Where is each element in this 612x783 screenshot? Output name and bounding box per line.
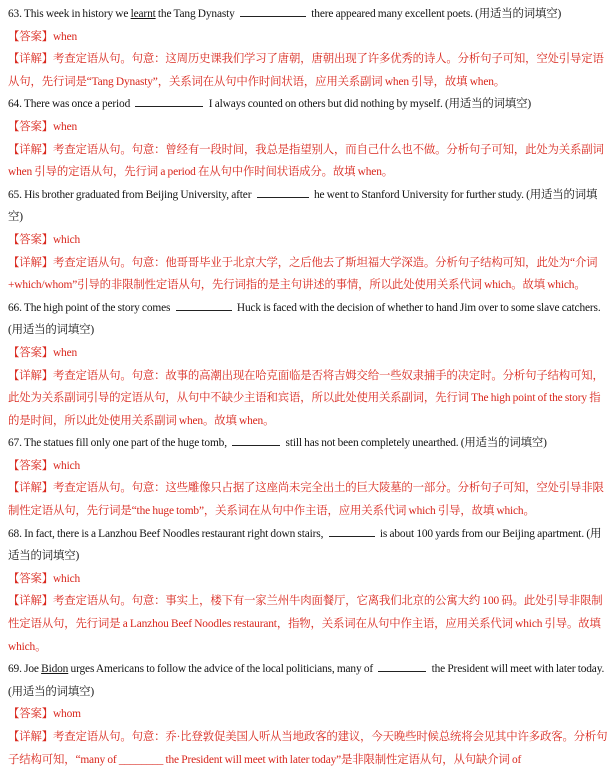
explanation-text: 考查定语从句。句意：他哥哥毕业于北京大学，之后他去了斯坦福大学深造。分析句子结构可知，此处为“介词+which/whom”引导的非限制性定语从句，先行词指的是主句讲述的事情，所以此处使用关系代词 which。故填 which。 (8, 256, 598, 292)
answer-67 (8, 455, 608, 478)
question-text: still has not been completely unearthed. (用适当的词填空) (283, 437, 547, 450)
answer-63 (8, 26, 608, 49)
answer-65 (8, 229, 608, 252)
answer-64 (8, 116, 608, 139)
question-text: 63. This week in history we (8, 8, 131, 20)
answer-tag: 【答案】 (8, 708, 53, 721)
underlined-word: Bidon (41, 663, 69, 676)
question-64 (8, 93, 608, 116)
answer-text: when (52, 346, 78, 359)
explanation-68 (8, 590, 608, 658)
explanation-66 (8, 365, 608, 433)
question-text: the Tang Dynasty (155, 8, 237, 20)
question-63 (8, 3, 608, 26)
answer-blank (378, 659, 426, 672)
explanation-tag: 【详解】 (8, 143, 53, 156)
question-text: he went to Stanford University for further study. (用适当的词填空) (8, 188, 598, 224)
answer-68 (8, 568, 608, 591)
explanation-tag: 【详解】 (8, 595, 53, 608)
question-text: urges Americans to follow the advice of the local politicians, many of (68, 663, 376, 676)
answer-blank (176, 298, 232, 311)
question-text: the President will meet with later today. (用适当的词填空) (8, 663, 605, 698)
question-text: 66. The high point of the story comes (8, 301, 173, 314)
question-67 (8, 432, 608, 455)
underlined-word: learnt (130, 8, 156, 20)
question-text: Huck is faced with the decision of whether to hand Jim over to some slave catchers. (用适当的词填空) (8, 301, 601, 337)
answer-text: which (52, 233, 81, 246)
explanation-text: 考查定语从句。句意：故事的高潮出现在哈克面临是否将吉姆交给一些奴隶捕手的决定时。分析句子结构可知，此处为关系副词引导的定语从句，从句中不缺少主语和宾语，所以此处使用关系副词，先行词 The high point of the story 指的是时间，所以此处使用关系副词 when。故填 when。 (8, 369, 604, 427)
explanation-63 (8, 48, 608, 93)
explanation-67 (8, 477, 608, 522)
question-text: 69. Joe (8, 663, 42, 676)
question-66 (8, 297, 608, 342)
answer-blank (240, 4, 306, 17)
answer-text: which (52, 572, 81, 585)
answer-69 (8, 703, 608, 726)
answer-tag: 【答案】 (8, 346, 53, 359)
question-text: 64. There was once a period (8, 98, 133, 111)
question-text: 67. The statues fill only one part of the huge tomb, (8, 437, 230, 450)
answer-blank (232, 433, 280, 446)
explanation-text: 考查定语从句。句意：事实上，楼下有一家兰州牛肉面餐厅，它离我们北京的公寓大约 100 码。此处引导非限制性定语从句，先行词是 a Lanzhou Beef Noodles restaurant，指物，关系词在从句中作主语，应用关系代词 which 引导。故填 which。 (8, 595, 603, 653)
explanation-tag: 【详解】 (8, 731, 53, 743)
explanation-65 (8, 252, 608, 297)
explanation-tag: 【详解】 (8, 482, 53, 495)
question-text: there appeared many excellent poets. (用适当的词填空) (309, 8, 562, 20)
explanation-tag: 【详解】 (8, 256, 53, 269)
answer-tag: 【答案】 (8, 459, 53, 472)
explanation-64 (8, 139, 608, 184)
answer-tag: 【答案】 (8, 30, 53, 43)
explanation-text: 考查定语从句。句意：乔·比登敦促美国人听从当地政客的建议，今天晚些时候总统将会见其中许多政客。分析句子结构可知，“many of ________ the President will meet with later today”是非限制性定语从句，从句缺介词 of (8, 731, 608, 766)
answer-blank (257, 185, 309, 198)
answer-66 (8, 342, 608, 365)
answer-text: which (52, 459, 81, 472)
answer-tag: 【答案】 (8, 572, 53, 585)
question-text: I always counted on others but did nothing by myself. (用适当的词填空) (206, 98, 531, 111)
answer-tag: 【答案】 (8, 120, 53, 133)
explanation-text: 考查定语从句。句意：这周历史课我们学习了唐朝，唐朝出现了许多优秀的诗人。分析句子可知，空处引导定语从句，先行词是“Tang Dynasty”，关系词在从句中作时间状语，应用关系副词 when 引导，故填 when。 (8, 53, 604, 88)
answer-tag: 【答案】 (8, 233, 53, 246)
explanation-text: 考查定语从句。句意：曾经有一段时间，我总是指望别人，而自己什么也不做。分析句子可知，此处为关系副词 when 引导的定语从句，先行词 a period 在从句中作时间状语成分。故填 when。 (8, 143, 604, 179)
answer-text: when (52, 120, 78, 133)
question-69 (8, 658, 608, 703)
question-65 (8, 184, 608, 229)
question-68 (8, 523, 608, 568)
explanation-tag: 【详解】 (8, 369, 53, 382)
question-text: 68. In fact, there is a Lanzhou Beef Noodles restaurant right down stairs, (8, 527, 326, 540)
explanation-69 (8, 726, 608, 771)
answer-text: whom (52, 708, 81, 721)
answer-blank (135, 94, 203, 107)
question-text: is about 100 yards from our Beijing apartment. (用适当的词填空) (8, 527, 602, 563)
explanation-tag: 【详解】 (8, 53, 53, 66)
answer-blank (329, 524, 375, 537)
answer-text: when (52, 30, 78, 43)
question-text: 65. His brother graduated from Beijing University, after (8, 188, 254, 201)
explanation-text: 考查定语从句。句意：这些雕像只占据了这座尚未完全出土的巨大陵墓的一部分。分析句子可知，空处引导非限制性定语从句，先行词是“the huge tomb”，关系词在从句中作主语，应用关系代词 which 引导，故填 which。 (8, 482, 604, 518)
